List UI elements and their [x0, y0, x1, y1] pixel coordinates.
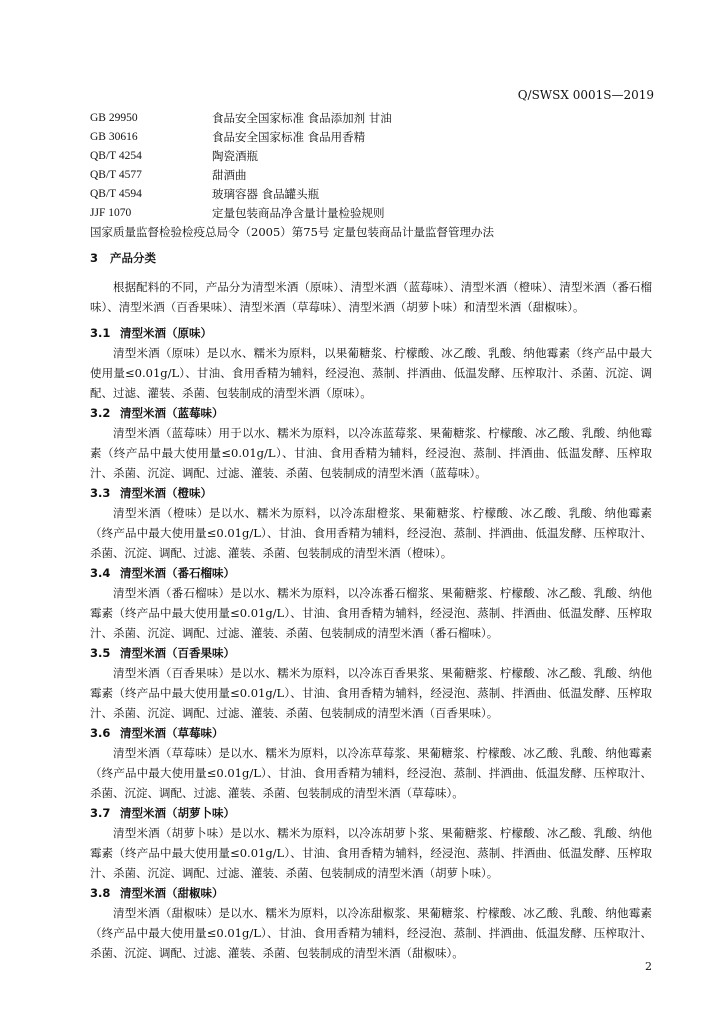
subsection-number: 3.4 — [90, 566, 111, 580]
reference-code: QB/T 4594 — [90, 188, 142, 200]
subsection-text: 清型米酒（蓝莓味）用于以水、糯米为原料，以冷冻蓝莓浆、果葡糖浆、柠檬酸、冰乙酸、乳酸、纳他霉素（终产品中最大使用量≤0.01g/L）、甘油、食用香精为辅料，经浸泡、蒸制、拌酒曲、低温发酵、压榨取汁、杀菌、沉淀、调配、过滤、灌装、杀菌、包装制成的清型米酒（蓝莓味）。 — [90, 426, 652, 480]
section-number: 3 — [90, 251, 99, 265]
subsection-number: 3.3 — [90, 486, 111, 500]
subsection-heading — [90, 643, 652, 663]
reference-row — [90, 147, 650, 166]
reference-title: 陶瓷酒瓶 — [212, 149, 258, 163]
subsection-text: 清型米酒（原味）是以水、糯米为原料，以果葡糖浆、柠檬酸、冰乙酸、乳酸、纳他霉素（终产品中最大使用量≤0.01g/L）、甘油、食用香精为辅料，经浸泡、蒸制、拌酒曲、低温发酵、压榨取汁、杀菌、沉淀、调配、过滤、灌装、杀菌、包装制成的清型米酒（原味）。 — [90, 346, 652, 400]
document-code: Q/SWSX 0001S—2019 — [517, 88, 654, 102]
subsection-title: 清型米酒（番石榴味） — [120, 566, 235, 580]
reference-row — [90, 128, 650, 147]
subsection-heading — [90, 323, 652, 343]
subsection-text: 清型米酒（胡萝卜味）是以水、糯米为原料，以冷冻胡萝卜浆、果葡糖浆、柠檬酸、冰乙酸、乳酸、纳他霉素（终产品中最大使用量≤0.01g/L）、甘油、食用香精为辅料，经浸泡、蒸制、拌酒曲、低温发酵、压榨取汁、杀菌、沉淀、调配、过滤、灌装、杀菌、包装制成的清型米酒（胡萝卜味）。 — [90, 826, 652, 880]
reference-title: 食品安全国家标准 食品用香精 — [212, 130, 366, 144]
subsection-number: 3.1 — [90, 326, 111, 340]
subsection-text: 清型米酒（甜椒味）是以水、糯米为原料，以冷冻甜椒浆、果葡糖浆、柠檬酸、冰乙酸、乳酸、纳他霉素（终产品中最大使用量≤0.01g/L）、甘油、食用香精为辅料，经浸泡、蒸制、拌酒曲、低温发酵、压榨取汁、杀菌、沉淀、调配、过滤、灌装、杀菌、包装制成的清型米酒（甜椒味）。 — [90, 906, 652, 960]
reference-title: 甜酒曲 — [212, 168, 247, 182]
subsection-title: 清型米酒（原味） — [120, 326, 212, 340]
subsection-number: 3.2 — [90, 406, 111, 420]
subsection-text: 清型米酒（番石榴味）是以水、糯米为原料，以冷冻番石榴浆、果葡糖浆、柠檬酸、冰乙酸、乳酸、纳他霉素（终产品中最大使用量≤0.01g/L）、甘油、食用香精为辅料，经浸泡、蒸制、拌酒曲、低温发酵、压榨取汁、杀菌、沉淀、调配、过滤、灌装、杀菌、包装制成的清型米酒（番石榴味）。 — [90, 586, 652, 640]
subsection-title: 清型米酒（草莓味） — [120, 726, 224, 740]
subsection-number: 3.6 — [90, 726, 111, 740]
subsection-title: 清型米酒（胡萝卜味） — [120, 806, 235, 820]
subsection-heading — [90, 483, 652, 503]
reference-row — [90, 109, 650, 128]
subsection-heading — [90, 723, 652, 743]
subsection-text: 清型米酒（百香果味）是以水、糯米为原料，以冷冻百香果浆、果葡糖浆、柠檬酸、冰乙酸、乳酸、纳他霉素（终产品中最大使用量≤0.01g/L）、甘油、食用香精为辅料，经浸泡、蒸制、拌酒曲、低温发酵、压榨取汁、杀菌、沉淀、调配、过滤、灌装、杀菌、包装制成的清型米酒（百香果味）。 — [90, 666, 652, 720]
reference-code: QB/T 4254 — [90, 150, 142, 162]
section-heading — [90, 247, 652, 269]
subsection-number: 3.5 — [90, 646, 111, 660]
subsection-heading — [90, 883, 652, 903]
subsection-text: 清型米酒（草莓味）是以水、糯米为原料，以冷冻草莓浆、果葡糖浆、柠檬酸、冰乙酸、乳酸、纳他霉素（终产品中最大使用量≤0.01g/L）、甘油、食用香精为辅料，经浸泡、蒸制、拌酒曲、低温发酵、压榨取汁、杀菌、沉淀、调配、过滤、灌装、杀菌、包装制成的清型米酒（草莓味）。 — [90, 746, 652, 800]
subsection-title: 清型米酒（橙味） — [120, 486, 212, 500]
subsection-heading — [90, 563, 652, 583]
subsection-title: 清型米酒（蓝莓味） — [120, 406, 224, 420]
reference-row — [90, 204, 650, 223]
section-intro: 根据配料的不同，产品分为清型米酒（原味）、清型米酒（蓝莓味）、清型米酒（橙味）、清型米酒（番石榴味）、清型米酒（百香果味）、清型米酒（草莓味）、清型米酒（胡萝卜味）和清型米酒（甜椒味）。 — [90, 280, 652, 314]
section-title: 产品分类 — [110, 251, 157, 265]
reference-code: GB 30616 — [90, 131, 138, 143]
reference-code: GB 29950 — [90, 112, 138, 124]
subsection-number: 3.7 — [90, 806, 111, 820]
page-number: 2 — [645, 960, 652, 973]
reference-title: 玻璃容器 食品罐头瓶 — [212, 187, 320, 201]
reference-title: 定量包装商品净含量计量检验规则 — [212, 206, 385, 220]
subsection-number: 3.8 — [90, 886, 111, 900]
subsection-title: 清型米酒（百香果味） — [120, 646, 235, 660]
reference-code: QB/T 4577 — [90, 169, 142, 181]
section-body — [90, 247, 652, 963]
normative-references-list — [90, 109, 650, 242]
subsection-title: 清型米酒（甜椒味） — [120, 886, 224, 900]
reference-title: 食品安全国家标准 食品添加剂 甘油 — [212, 111, 392, 125]
reference-row — [90, 223, 650, 242]
reference-row — [90, 166, 650, 185]
subsection-heading — [90, 403, 652, 423]
reference-row — [90, 185, 650, 204]
subsection-heading — [90, 803, 652, 823]
reference-title: 国家质量监督检验检疫总局令（2005）第75号 定量包装商品计量监督管理办法 — [90, 225, 495, 239]
subsection-text: 清型米酒（橙味）是以水、糯米为原料，以冷冻甜橙浆、果葡糖浆、柠檬酸、冰乙酸、乳酸、纳他霉素（终产品中最大使用量≤0.01g/L）、甘油、食用香精为辅料，经浸泡、蒸制、拌酒曲、低温发酵、压榨取汁、杀菌、沉淀、调配、过滤、灌装、杀菌、包装制成的清型米酒（橙味）。 — [90, 506, 652, 560]
reference-code: JJF 1070 — [90, 207, 132, 219]
